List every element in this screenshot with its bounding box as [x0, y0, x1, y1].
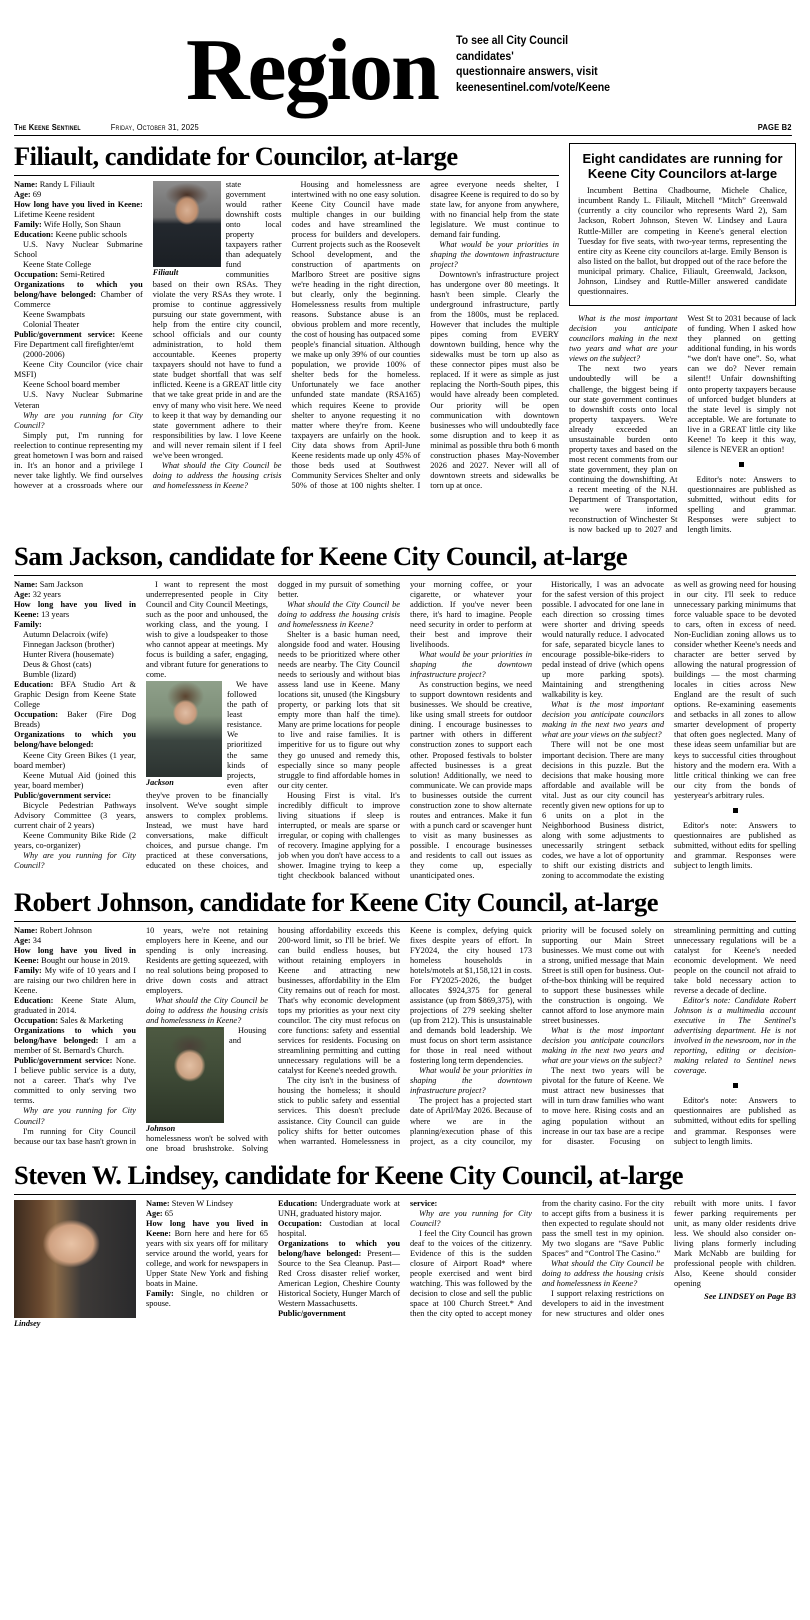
value-education: Keene public schools	[55, 229, 127, 239]
rule	[14, 921, 796, 922]
answer-1: I feel the City Council has grown deaf to the voices of the citizenry. Evidence of this is the sudden closure of Airport Road* where people exercised and went bird watching. This was followed by the decision to close and sell the public space at 100 Church Street.* And then the city opted to accept money from the charity casino. For the city to accept gifts from a business it is then expected to regulate should not pass the smell test in my opinion. My two slogans are “Save Public Spaces” and “Control The Casino.”	[410, 1198, 664, 1319]
jump-line[interactable]: See LINDSEY on Page B3	[704, 1292, 796, 1302]
end-mark	[674, 806, 796, 816]
photo-lindsey-wrap	[14, 1200, 136, 1328]
label-orgs: Organizations to which you belong/have belonged:	[14, 279, 143, 300]
label-education: Education:	[14, 680, 54, 690]
sidebox-body: Incumbent Bettina Chadbourne, Michele Chalice, incumbent Randy L. Filiault, Mitchell “Mitch” Greenwald (currently a city councilor who represents Ward 2), Sam Jackson, Robert Johnson, Steven W. Lindsey and Laura Ruttle-Miller are competing in Keene's general election Tuesday for five seats, with two-year terms, representing the entire city as Keene city councilors at-large. Emily Benson is also listed on the ballot, but dropped out of the race before the municipal primary. Chalice, Filiault, Greenwald, Jackson, Johnson, Lindsey and Ruttle-Miller answered candidate questionnaires.	[578, 186, 787, 297]
answer-3: The project has a projected start date of April/May 2026. Because of where we are in the planning/execution phase of this project, as a city councilor, my priority will be focused solely on supporting our Main Street businesses. We must come out with a strong, unified message that Main Street is still open for business. Out-of-the-box thinking will be required to support these businesses while the construction is ongoing. We cannot afford to lose anymore main street businesses.	[410, 925, 664, 1146]
johnson-disclosure	[674, 996, 796, 1076]
end-mark	[688, 460, 797, 470]
lindsey-body	[14, 1199, 796, 1328]
label-age: Age:	[14, 589, 31, 599]
education-extra-1: U.S. Navy Nuclear Submarine School	[14, 239, 143, 259]
label-how-long: How long have you lived in Keene:	[146, 1218, 268, 1238]
label-name: Name:	[14, 925, 38, 935]
question-3: What would be your priorities in shaping the downtown infrastructure project?	[410, 650, 532, 680]
editors-note-jackson	[674, 821, 796, 871]
label-occupation: Occupation:	[14, 269, 59, 279]
value-occupation: Sales & Marketing	[60, 1016, 124, 1026]
answer-2b: The city isn't in the business of housing the homeless; it should stick to public safety and essential services. This doesn't preclude assistance. City Council can guide policy shifts for better outcomes when warranted. Homelessness in Keene is complex, defying quick fixes despite years of effort. In FY2024, the city housed 173 homeless households in hotels/motels at $1,158,121 in costs. For FY2025-2026, the budget allocates $924,375 for general assistance (up from $869,375), with projections of 279 seeking shelter (up from 212). This is unsustainable and demands bold leadership. We must focus on short term assistance for those in real need without fostering long term dependencies.	[278, 925, 532, 1146]
answer-1b: We have followed the path of least resistance. We prioritized the same kinds of projects, even after they've proven to be financially insolvent. We've sought simple answers to complex problems. Instead, we must have hard conversations, make difficult choices, and pursue change. I'm practiced at these conversations, educated on these choices, and dogged in my pursuit of something better.	[146, 579, 400, 871]
jackson-body	[14, 580, 796, 881]
question-2: What should the City Council be doing to address the housing crisis and homelessness in Keene?	[278, 599, 400, 629]
article-filiault	[14, 143, 796, 535]
value-age: 65	[164, 1208, 174, 1218]
headline-filiault: Filiault, candidate for Councilor, at-large	[14, 141, 458, 171]
service-extra-3: Keene School board member	[23, 380, 121, 390]
sidebox-title-line1: Eight candidates are running for	[582, 151, 783, 166]
headline-johnson: Robert Johnson, candidate for Keene City Council, at-large	[14, 887, 659, 918]
answer-3: As construction begins, we need to support downtown residents and businesses. We should be creative, like using small streets for outdoor dining. I encourage businesses to partner with others in different construction zones to support each other. Proposed festivals to bolster affected businesses is a great solution! Additionally, we need to communicate. We can provide maps to businesses outside the current construction zone to show alternate routes and entrances. Make it fun with a punch card or scavenger hunt to visit as many businesses as possible. I encourage businesses and residents to call out issues as they come up, especially unanticipated ones.	[410, 680, 532, 881]
photo-johnson-wrap	[146, 1027, 224, 1133]
label-service-line1: Public/government	[278, 1309, 346, 1319]
question-4: What is the most important decision you anticipate councilors making in the next two years and what are your views on the subject?	[542, 700, 664, 740]
answer-2: Housing and homelessness won't be solved with one broad brushstroke. Solving housing affordability exceeds this 200-word limit, so I'll be brief. We can build endless houses, but without retaining employers in Keene and attracting new businesses, affordability in the Elm City remains out of reach for most. That's why economic development tops my priorities as your next city councilor. The city must refocus on core functions: safety and essential services for residents. Focusing on streamlining permitting and cutting unnecessary regulations will be a catalyst for Keene's needed growth.	[146, 925, 400, 1154]
answer-1: I want to represent the most underrepresented people in City Council and City Council Meetings, such as the poor and unhoused, the working class, and the young. I wish to give a loudspeaker to those who cannot appear at meetings. My focus is building a safer, engaging, and vibrant future for generations to come.	[146, 579, 268, 680]
value-service: None. I believe public service is a duty, not a career. That's why I've committed to only serving two terms.	[14, 1056, 136, 1106]
question-4: What is the most important decision you anticipate councilors making in the next two years and what are your views on the subject?	[569, 314, 678, 364]
label-service: Public/government service:	[14, 1056, 113, 1066]
photo-johnson	[146, 1027, 224, 1123]
label-orgs: Organizations to which you belong/have belonged:	[14, 730, 136, 750]
answer-3b: Historically, I was an advocate for the safest version of this project possible. I advocated for one lane in each direction so crossing times were shorter and driving speeds would naturally reduce. I advocated for safe, separated bicycle lanes to encourage possible-bike-riders to pedal instead of drive (which opens up more parking spots). Maintaining and strengthening walkability is key.	[542, 579, 664, 700]
service-item-1: Bicycle Pedestrian Pathways Advisory Committee (3 years, current chair of 2 years)	[14, 800, 136, 830]
question-1: Why are you running for City Council?	[14, 410, 143, 430]
orgs-item-1: Keene City Green Bikes (1 year, board member)	[14, 750, 136, 770]
value-age: 32 years	[32, 589, 61, 599]
label-family: Family:	[14, 619, 42, 629]
value-education: Keene State Alum, graduated in 2014.	[14, 995, 136, 1015]
value-name: Robert Johnson	[39, 925, 92, 935]
photo-caption-filiault: Filiault	[152, 267, 179, 277]
rule	[14, 175, 559, 176]
end-mark	[674, 1081, 796, 1091]
article-lindsey	[14, 1162, 796, 1328]
family-item-2: Finnegan Jackson (brother)	[23, 640, 115, 649]
folio-bar	[14, 122, 792, 136]
filiault-body	[14, 180, 559, 491]
label-name: Name:	[14, 579, 38, 589]
editors-note-text: Editor's note: Answers to questionnaires are published as submitted, without edits for spelling and grammar. Responses were subject to length limits.	[674, 1096, 796, 1146]
johnson-body	[14, 926, 796, 1155]
label-education: Education:	[14, 229, 54, 239]
value-how-long: Bought our house in 2019.	[41, 955, 130, 965]
section-title: Region	[186, 22, 438, 120]
family-item-4: Deus & Ghost (cats)	[23, 660, 92, 670]
label-orgs: Organizations to which you belong/have belonged:	[278, 1238, 400, 1258]
value-family: Wife Holly, Son Shaun	[43, 219, 121, 229]
answer-4: The next two years will be pivotal for the future of Keene. We must attract new businesses that will in turn draw families who want to move here. Rising costs and an aging population without an increase in our tax base are a recipe for disaster. Focusing on streamlining permitting and cutting unnecessary regulations will be a catalyst for Keene's needed economic development. We need people on the council not afraid to take bold necessary action to reverse a decade of decline.	[542, 925, 796, 1146]
label-family: Family:	[14, 219, 42, 229]
value-name: Randy L Filiault	[39, 179, 95, 189]
label-age: Age:	[14, 935, 31, 945]
value-orgs: I am a member of St. Bernard's Church.	[14, 1036, 136, 1056]
value-how-long: 13 years	[41, 609, 70, 619]
service-item-2: Keene Community Bike Ride (2 years, co-organizer)	[14, 830, 136, 850]
photo-lindsey	[14, 1200, 136, 1318]
service-extra-1: (2000-2006)	[23, 350, 65, 360]
value-occupation: Custodian at local hospital.	[278, 1218, 400, 1238]
headline-lindsey: Steven W. Lindsey, candidate for Keene City Council, at-large	[14, 1160, 684, 1191]
value-age: 34	[32, 935, 42, 945]
value-occupation: Baker (Fire Dog Breads)	[14, 710, 137, 730]
label-how-long: How long have you lived in Keene:	[14, 945, 136, 965]
label-occupation: Occupation:	[14, 710, 59, 720]
label-occupation: Occupation:	[14, 1016, 59, 1026]
article-johnson	[14, 889, 796, 1154]
label-age: Age:	[146, 1208, 163, 1218]
label-name: Name:	[146, 1198, 170, 1208]
question-2: What should the City Council be doing to address the housing crisis and homelessness in Keene?	[542, 1258, 664, 1289]
value-age: 69	[32, 189, 42, 199]
label-how-long: How long have you lived in Keene:	[14, 599, 136, 619]
publication-name: The Keene Sentinel	[14, 122, 81, 132]
family-item-1: Autumn Delacroix (wife)	[23, 629, 108, 639]
promo-line-1: To see all City Council candidates'	[456, 35, 569, 63]
editors-note-text: Editor's note: Answers to questionnaires are published as submitted, without edits for spelling and grammar. Responses were subject to length limits.	[674, 820, 796, 870]
value-name: Steven W Lindsey	[171, 1198, 234, 1208]
value-occupation: Semi-Retired	[60, 269, 105, 279]
label-orgs: Organizations to which you belong/have belonged:	[14, 1026, 136, 1046]
promo-url[interactable]: keenesentinel.com/vote/Keene	[456, 81, 611, 94]
answer-2: I support relaxing restrictions on developers to aid in the investment for new structures and older ones rebuilt with more units. I favor fewer parking requirements per unit, as many older residents drive less. We should also consider on-living plans formerly including Mark McNabb are building for professional people with children. Also, Keene should consider opening	[542, 1198, 796, 1319]
service-extra-4: U.S. Navy Nuclear Submarine Veteran	[14, 390, 143, 410]
answer-4: There will not be one most important decision. There are many decisions in this puzzle. But the decisions that make housing more affordable and available will be vital. Just as our city council has recently given new options for up to 6 units on a plot in the Neighborhood Business district, along with some adjustments to unecessarily stringent setback codes, we have a lot of opportunity to shift our existing districts and zoning to accommodate the existing as well as growing need for housing in our city. I'll seek to reduce unnecessary parking minimums that force valuable space to be devoted to cars, often in excess of need. Non-Euclidian zoning allows us to consider whether Keene's needs and character are better served by allowing the natural progression of buildings — the most charming locales in cities across New England are the result of such options. Re-examining easements and setbacks in all zones to allow smarter development of property that often goes neglected. Many of these ideas seem unfamiliar but are keys to successful cities throughout history and the modern era. With a little critical thinking we can free our city from the bonds of yesteryear's arbitrary rules.	[542, 579, 796, 881]
family-item-5: Bumble (lizard)	[23, 670, 77, 680]
label-service: Public/government service:	[14, 330, 116, 340]
rule	[14, 575, 796, 576]
label-name: Name:	[14, 179, 38, 189]
editors-note-text: Editor's note: Answers to questionnaires are published as submitted, without edits for spelling and grammar. Responses were subject to length limits.	[687, 474, 796, 535]
photo-jackson-wrap	[146, 681, 222, 787]
question-2: What should the City Council be doing to address the housing crisis and homelessness in Keene?	[152, 460, 282, 490]
label-education: Education:	[278, 1198, 318, 1208]
value-name: Sam Jackson	[39, 579, 84, 589]
answer-2b: Housing First is vital. It's incredibly difficult to improve living situations if sleep is interrupted, or meals are sparse or irregular, or coping with challenges of recovery. Imagine applying for a job when you don't have access to a shower. Imagine trying to keep a tight checkbook balanced without your morning coffee, or your cigarette, or whatever your addiction. If you've never been there, it's hard to imagine. People need security in order to perform at their best and improve their livelihoods.	[278, 579, 532, 881]
sidebox-title	[578, 151, 787, 181]
question-1: Why are you running for City Council?	[410, 1208, 532, 1228]
answer-1: I'm running for City Council because our tax base hasn't grown in 10 years, we're not retaining employers here in Keene, and our spending is only increasing. Residents are getting squeezed, with no real solutions being proposed to drive down costs and attract employers.	[14, 925, 268, 1146]
orgs-extra-2: Colonial Theater	[23, 320, 80, 330]
answer-4: The next two years undoubtedly will be a challenge, the biggest being if our state government continues to downshift costs onto local property taxpayers. We're already exceeded an unsustainable burden onto property taxes and based on the most recent comments from our state government, they plan on continuing the downshifting. At a recent meeting of the N.H. Department of Transportation, we were informed reconstruction of Winchester St is now backed up to 2027 and West St to 2031 because of lack of funding. When I asked how they planned on getting additional funding, in his words “we don't have one”. So, what can we do? Never remain silent!! Unfair downshifting onto property taxpayers because of unforced budget blunders at the state level is simply not acceptable. We are fortunate to live in a GREAT little city like Keene! To keep it this way, silence is NEVER an option!	[569, 314, 796, 535]
answer-3: Downtown's infrastructure project has undergone over 80 meetings. It hasn't been simple. Clearly the underground infrastructure, partly from the 1800s, must be replaced. However that includes the multiple pipes coming from EVERY downtown building, hence why the sidewalks must be torn up also as these connector pipes must also be replaced. If it were as simple as just replacing the North-South pipes, this would have already been completed. Our priority will be open communication with downtown businesses who will undoubtedly face some disruption and to keep it as minimal as possible thru both 6 month construction phases May-November 2026 and 2027. Never will all of downtown streets and sidewalks be torn up at once.	[430, 269, 559, 490]
page-number: PAGE B2	[757, 122, 792, 132]
label-education: Education:	[14, 995, 54, 1005]
label-service-line2: service:	[410, 1198, 438, 1208]
question-1: Why are you running for City Council?	[14, 1106, 136, 1126]
value-education: BFA Studio Art & Graphic Design from Keene State College	[14, 680, 136, 710]
sidebox-title-line2: Keene City Councilors at-large	[587, 166, 778, 182]
filiault-body-tail	[569, 314, 796, 535]
photo-jackson	[146, 681, 222, 777]
question-4: What is the most important decision you anticipate councilors making in the next two years and what are your views on the subject?	[542, 1026, 664, 1066]
promo-line-2: questionnaire answers, visit	[456, 66, 598, 79]
rule	[14, 1194, 796, 1195]
photo-caption-johnson: Johnson	[146, 1124, 176, 1134]
label-age: Age:	[14, 189, 31, 199]
question-1: Why are you running for City Council?	[14, 850, 136, 871]
label-service: Public/government service:	[14, 790, 112, 800]
photo-caption-jackson: Jackson	[146, 778, 174, 788]
value-family: My wife of 10 years and I are raising our two children here in Keene.	[14, 965, 137, 995]
value-orgs: Present—Source to the Sea Cleanup. Past—Red Cross disaster relief worker, American Legion, Cheshire County Historical Society, Hunger March of Western Massachusetts.	[278, 1248, 400, 1309]
label-how-long: How long have you lived in Keene:	[14, 199, 143, 209]
photo-caption-lindsey: Lindsey	[14, 1318, 41, 1328]
value-orgs: Chamber of Commerce	[14, 290, 143, 310]
editors-note-johnson	[674, 1096, 796, 1146]
value-family: Single, no children or spouse.	[146, 1289, 268, 1309]
answer-1: Simply put, I'm running for reelection to continue representing my great hometown I was born and raised in. It's an honor and a privilege I never take lightly. We find ourselves however at a crossroads where our state government would rather downshift costs onto local property taxpayers rather than adequately fund communities based on their own RSAs. They violate the very RSAs they wrote. I promise to continue aggressively pursuing our state government, with help from the entire city council, school officials and our county administration, to hold them accountable. Keenes property taxpayers should not have to fund a state budget shortfall that was self inflicted. Keene is a GREAT little city that we take great pride in and are the envy of many who visit here. We need to keep it that way by demanding our state government adhere to their responsibilities by law. I love Keene and will never remain silent if I feel we've been wronged.	[14, 179, 282, 490]
editors-note-filiault	[688, 475, 797, 535]
education-extra-2: Keene State College	[23, 259, 92, 269]
value-service: Keene Fire Department call firefighter/emt	[14, 330, 143, 350]
photo-filiault-wrap	[153, 181, 221, 277]
value-how-long: Lifetime Keene resident	[14, 209, 95, 219]
question-3: What would be your priorities in shaping the downtown infrastructure project?	[410, 1066, 532, 1096]
question-2: What should the City Council be doing to address the housing crisis and homelessness in Keene?	[146, 995, 268, 1026]
publication-date: Friday, October 31, 2025	[110, 122, 199, 132]
value-education: Undergraduate work at UNH, graduated history major.	[278, 1198, 400, 1218]
article-jackson	[14, 543, 796, 881]
disclosure-text: Editor's note: Candidate Robert Johnson is a multimedia account executive in The Sentinel's advertising department. He is not involved in the newsroom, nor in the reporting, editing or decision-making related to Sentinel news coverage.	[674, 995, 796, 1076]
orgs-item-2: Keene Mutual Aid (joined this year, board member)	[14, 770, 136, 790]
vote-promo-box	[456, 34, 611, 112]
question-3: What would be your priorities in shaping the downtown infrastructure project?	[430, 239, 559, 269]
eight-candidates-box	[569, 143, 796, 306]
headline-jackson: Sam Jackson, candidate for Keene City Council, at-large	[14, 541, 628, 572]
answer-2: Housing and homelessness are intertwined with no one easy solution. Keene City Council have made multiple changes in our building codes and have streamlined the process for builders and developers. Current projects such as the Roosevelt School development, and the construction of apartments on Marlboro Street are positive signs we're heading in the right direction, but clearly, only the beginning. Homelessness results from multiple reasons. Substance abuse is an obvious problem and more recently, the cost of housing has outpaced some people's financial situation. Although we make up only 39% of our counties population, we provide 100% of shelter beds for the homeless. Unfortunately we face another unfunded state mandate (RSA165) which requires Keene to provide shelter to anyone requesting it no matter where they're from. Keene taxpayers are unfairly on the hook. City data shows from April-June Keene residents made up only 45% of those beds used at Southwest Community Services Shelter and only 50% of those at 100 nights shelter. I agree everyone needs shelter, I disagree Keene is required to do so by state law, for anyone from anywhere, with no financial help from the state legislature. We must continue to demand fair funding.	[291, 179, 559, 490]
label-family: Family:	[14, 965, 42, 975]
orgs-extra-1: Keene Swampbats	[23, 310, 85, 320]
label-family: Family:	[146, 1289, 174, 1299]
service-extra-2: Keene City Councilor (vice chair MSFI)	[14, 360, 143, 380]
family-item-3: Hunter Rivera (housemate)	[23, 650, 114, 660]
masthead	[14, 0, 796, 120]
answer-2: Shelter is a basic human need, alongside food and water. Housing needs to be prioritized where other needs are nearby. The City Council needs to seriously and without bias assess land use in Keene. Many locations sit, unused (the Kingsbury property, or parking lots that sit empty more than half the time). Many are prime locations for people to live and raise families. It is imperitive for us to figure out why they go unused and remedy this, especially since so many people struggle to find affordable homes in our city center.	[278, 629, 400, 790]
value-how-long: Born here and here for 65 years with six years off for military service around the world, years for college, and work for newspapers in Upper State New York and fishing boats in Maine.	[146, 1228, 268, 1289]
photo-filiault	[153, 181, 221, 267]
label-occupation: Occupation:	[278, 1218, 323, 1228]
